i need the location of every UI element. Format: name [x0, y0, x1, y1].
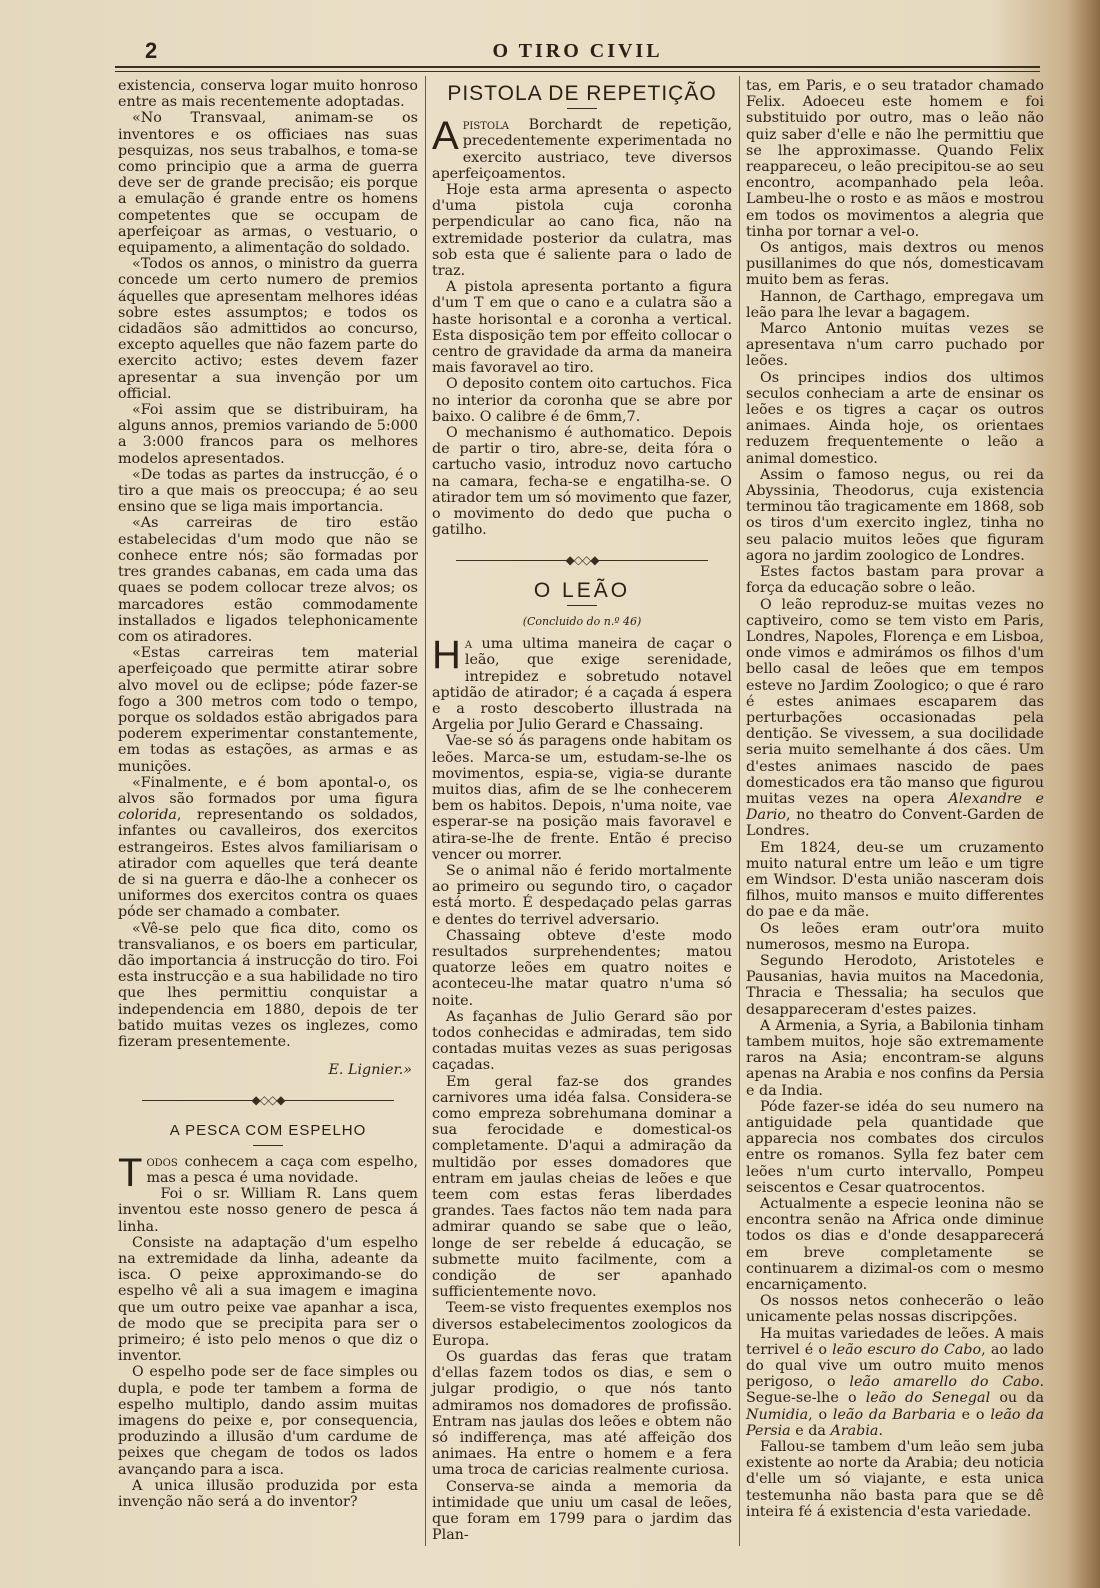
- continuation-note: (Concluido do n.º 46): [522, 614, 642, 628]
- paragraph: [118, 775, 418, 921]
- paragraph: Assim o famoso negus, ou rei da Abyssinia, Theodorus, cuja existencia terminou tão tragicamente em 1868, sob os tiros d'um exercito inglez, tinha no seu palacio muitos leões que figuram agora no jardim zoologico de Londres.: [746, 466, 1044, 564]
- paragraph: Actualmente a especie leonina não se encontra senão na Africa onde diminue todos os dias e d'onde desapparecerá em breve completamente se continuarem a dizimal-os com o mesmo encarniçamento.: [746, 1196, 1044, 1294]
- section-ornament: ◆◇◇◆: [118, 1092, 418, 1108]
- article-title: PISTOLA DE REPETIÇÃO: [447, 82, 717, 105]
- text-run: .: [878, 1422, 883, 1439]
- section-ornament: ◆◇◇◆: [432, 552, 732, 568]
- title-rule: [567, 108, 597, 109]
- paragraph: «Estas carreiras tem material aperfeiçoado que permitte atirar sobre alvo movel ou de eclipse; póde fazer-se fogo a 300 metros com todo o tempo, porque os soldados estão abrigados para poderem experimentar constantemente, em todas as estações, as armas e as munições.: [118, 645, 418, 775]
- article-title: A PESCA COM ESPELHO: [169, 1121, 367, 1139]
- italic-text: Numidia: [746, 1406, 809, 1423]
- paragraph: «As carreiras de tiro estão estabelecidas d'um modo que não se conhece entre nós; são formadas por tres grandes cabanas, em cada uma das quaes se podem collocar treze alvos; os marcadores estão commodamente installados e ligados telephonicamente com os atiradores.: [118, 515, 418, 645]
- paragraph: Consiste na adaptação d'um espelho na extremidade da linha, adeante da isca. O peixe approximando-se do espelho vê ali a sua imagem e imagina que um outro peixe vae apanhar a isca, de modo que se precipita para ser o primeiro; é isto pelo menos o que diz o inventor.: [118, 1234, 418, 1365]
- paragraph: Estes factos bastam para provar a força da educação sobre o leão.: [746, 564, 1044, 597]
- paragraph: Conserva-se ainda a memoria da intimidade que uniu um casal de leões, que foram em 1799 para o jardim das Plan-: [432, 1478, 732, 1544]
- text-run: , representando os soldados, infantes ou cavalleiros, dos exercitos estrangeiros. Estes alvos familiarisam o atirador com aquelles que terá deante de si na guerra e dão-lhe a conhecer os uniformes dos exercitos contra os quaes póde ser chamado a combater.: [118, 807, 418, 921]
- paragraph: Teem-se visto frequentes exemplos nos diversos estabelecimentos zoologicos da Europa.: [432, 1300, 732, 1349]
- paragraph: Chassaing obteve d'este modo resultados surprehendentes; matou quatorze leões em quatro noites e aconteceu-lhe matar quatro n'uma só noite.: [432, 927, 732, 1009]
- paragraph: «Todos os annos, o ministro da guerra concede um certo numero de premios áquelles que apresentam melhores idéas sobre estes assumptos; e todos os cidadãos são admittidos ao concurso, excepto aquelles que não fazem parte do exercito activo; estes devem fazer apresentar a sua invenção por um official.: [118, 256, 418, 402]
- header-rule-thin: [115, 71, 1040, 72]
- text-run: conhecem a caça com espelho, mas a pesca é uma novidade.: [146, 1153, 418, 1186]
- paragraph: A Armenia, a Syria, a Babilonia tinham tambem muitos, hoje são extremamente raros na Asia; encontram-se alguns apenas na Arabia e nos confins da Persia e da India.: [746, 1017, 1044, 1099]
- italic-text: leão da Persia: [746, 1406, 1044, 1439]
- drop-cap: A: [432, 114, 459, 159]
- paragraph: [746, 1326, 1044, 1439]
- italic-text: Arabia: [830, 1422, 879, 1439]
- paragraph: [432, 633, 732, 734]
- paragraph: tas, em Paris, e o seu tratador chamado Felix. Adoeceu este homem e foi substituido por outro, mas o leão não quiz saber d'elle e não lhe permittiu que se lhe approximasse. Quando Felix reappareceu, o leão precipitou-se ao seu encontro, acompanhado pela leôa. Lambeu-lhe o rosto e as mãos e mostrou em todos os movimentos a alegria que tinha por tornar a vel-o.: [746, 78, 1044, 240]
- paragraph: Segundo Herodoto, Aristoteles e Pausanias, havia muitos na Macedonia, Thracia e Thessalia; ha seculos que desappareceram d'estes paizes.: [746, 952, 1044, 1018]
- column-3: [746, 78, 1044, 1520]
- paragraph: Foi o sr. William R. Lans quem inventou este nosso genero de pesca á linha.: [118, 1186, 418, 1235]
- drop-cap: H: [432, 633, 461, 678]
- paragraph: Vae-se só ás paragens onde habitam os leões. Marca-se um, estudam-se-lhe os movimentos, espia-se, vigia-se durante muitos dias, afim de se lhe conhecerem bem os habitos. Depois, n'uma noite, vae esperar-se na posição mais favoravel e atira-se-lhe de frente. Então é preciso vencer ou morrer.: [432, 733, 732, 863]
- paragraph: O deposito contem oito cartuchos. Fica no interior da coronha que se abre por baixo. O calibre é de 6mm,7.: [432, 376, 732, 425]
- paragraph: Póde fazer-se idéa do seu numero na antiguidade pela quantidade que apparecia nos combates dos circulos entre os romanos. Sylla fez bater cem leões n'um curto intervallo, Pompeu seiscentos e Cesar quatrocentos.: [746, 1098, 1044, 1196]
- article-title: O LEÃO: [533, 578, 631, 602]
- lead-word: a: [464, 636, 473, 653]
- paragraph: Em 1824, deu-se um cruzamento muito natural entre um leão e um tigre em Windsor. D'esta união nasceram dois filhos, muito mansos e muito differentes do pae e da mãe.: [746, 839, 1044, 921]
- text-run: e o: [955, 1406, 991, 1423]
- paragraph: O espelho pode ser de face simples ou dupla, e pode ter tambem a forma de espelho multiplo, dando assim muitas imagens do peixe e, por consequencia, produzindo a illusão d'um cardume de peixes que chegam de todos os lados avançando para a isca.: [118, 1364, 418, 1478]
- text-run: . Segue-se-lhe o: [746, 1374, 1044, 1407]
- italic-text: colorida: [118, 807, 177, 824]
- paragraph: Fallou-se tambem d'um leão sem juba existente ao norte da Arabia; deu noticia d'elle um só viajante, e esta unica testemunha não basta para que se dê inteira fé á existencia d'esta variedade.: [746, 1439, 1044, 1520]
- paragraph: [432, 114, 732, 182]
- italic-text: leão da Barbaria: [832, 1406, 956, 1423]
- lead-word: odos: [146, 1153, 178, 1170]
- paragraph: [746, 597, 1044, 840]
- text-run: , o: [808, 1406, 833, 1423]
- paragraph: existencia, conserva logar muito honroso entre as mais recentemente adoptadas.: [118, 78, 418, 111]
- page-header: [115, 38, 1040, 64]
- column-divider: [425, 76, 426, 1546]
- paragraph: «De todas as partes da instrucção, é o tiro a que mais os preoccupa; é ao seu ensino que se liga mais importancia.: [118, 466, 418, 516]
- paragraph: Os antigos, mais dextros ou menos pusillanimes do que nós, domesticavam muito bem as feras.: [746, 240, 1044, 289]
- text-run: «Finalmente, e é bom apontal-o, os alvos são formados por uma figura: [118, 774, 418, 807]
- drop-cap: T: [118, 1150, 143, 1195]
- italic-text: leão do Senegal: [865, 1390, 991, 1407]
- paragraph: Os guardas das feras que tratam d'ellas fazem todos os dias, e sem o julgar prodigio, o que nós tanto admiramos nos domadores de profissão. Entram nas jaulas dos leões e obtem não só indifferença, mas até affeição dos animaes. Ha entre o homem e a fera uma troca de caricias realmente curiosa.: [432, 1349, 732, 1479]
- text-run: ou da: [990, 1390, 1044, 1407]
- column-2: [432, 78, 732, 1543]
- paragraph: «Vê-se pelo que fica dito, como os transvalianos, e os boers em particular, dão importancia á instrucção do tiro. Foi esta instrucção e a sua habilidade no tiro que lhes permittiu conquistar a independencia em 1880, depois de ter batido muitas vezes os inglezes, como fizeram presentemente.: [118, 920, 418, 1050]
- paragraph: A unica illusão produzida por esta invenção não será a do inventor?: [118, 1477, 418, 1511]
- paragraph: Os nossos netos conhecerão o leão unicamente pelas nossas discripções.: [746, 1293, 1044, 1326]
- paragraph: Se o animal não é ferido mortalmente ao primeiro ou segundo tiro, o caçador está morto. É despedaçado pelas garras e dentes do terrivel adversario.: [432, 862, 732, 928]
- title-rule: [567, 605, 597, 606]
- column-divider: [739, 76, 740, 1546]
- text-run: , no theatro do Convent-Garden de Londres.: [746, 807, 1044, 840]
- paragraph: O mechanismo é authomatico. Depois de partir o tiro, abre-se, deita fóra o cartucho vasio, introduz novo cartucho na camara, fecha-se e engatilha-se. O atirador tem um só movimento que fazer, o movimento do dedo que pucha o gatilho.: [432, 425, 732, 539]
- signature: E. Lignier.»: [328, 1062, 412, 1079]
- paragraph: Em geral faz-se dos grandes carnivores uma idéa falsa. Considera-se como empreza sobrehumana dominar a sua ferocidade e domestical-os completamente. D'aqui a admiração da multidão por esses domadores que entram em jaulas cheias de leões e que teem com estas feras liberdades grandes. Taes factos não tem nada para admirar quando se sabe que o leão, longe de ser rebelde á educação, se submette muito facilmente, com a condição de ser apanhado sufficientemente novo.: [432, 1073, 732, 1301]
- text-run: , ao lado do qual vive um outro muito menos perigoso, o: [746, 1341, 1044, 1391]
- paragraph: Marco Antonio muitas vezes se apresentava n'um carro puchado por leões.: [746, 321, 1044, 370]
- italic-text: leão escuro do Cabo: [832, 1341, 982, 1358]
- lead-word: pistola: [462, 117, 509, 134]
- header-rule: [115, 66, 1040, 68]
- paragraph: Os leões eram outr'ora muito numerosos, mesmo na Europa.: [746, 920, 1044, 953]
- paragraph: [118, 1150, 418, 1195]
- paragraph: «Foi assim que se distribuiram, ha alguns annos, premios variando de 5:000 a 3:000 francos para os melhores modelos apresentados.: [118, 402, 418, 467]
- paragraph: As façanhas de Julio Gerard são por todos conhecidas e admiradas, tem sido contadas muitas vezes as suas perigosas caçadas.: [432, 1008, 732, 1074]
- paragraph: A pistola apresenta portanto a figura d'um T em que o cano e a culatra são a haste horisontal e a coronha a vertical. Esta disposição tem por effeito collocar o centro de gravidade da arma da maneira mais favoravel ao tiro.: [432, 279, 732, 377]
- paragraph: Hannon, de Carthago, empregava um leão para lhe levar a bagagem.: [746, 288, 1044, 321]
- text-run: Ha muitas variedades de leões. A mais terrivel é o: [746, 1325, 1044, 1358]
- text-run: e da: [790, 1422, 831, 1439]
- title-rule: [253, 1145, 283, 1146]
- text-run: O leão reproduz-se muitas vezes no captiveiro, como se tem visto em Paris, Londres, Napoles, Florença e em Lisboa, onde vimos e admirámos os filhos d'um bello casal de leões que em tempos esteve no Jardim Zoologico; o que é raro é estes animaes escaparem das perturbações occasionadas pela dentição. Se vivessem, a sua docilidade seria muito semelhante á dos cães. Um d'estes animaes nascido de paes domesticados era tão manso que figurou muitas vezes na opera: [746, 596, 1044, 807]
- paragraph: Hoje esta arma apresenta o aspecto d'uma pistola cuja coronha perpendicular ao cano fica, não na extremidade posterior da culatra, mas sob esta que é saliente para o lado de traz.: [432, 182, 732, 280]
- journal-title: O TIRO CIVIL: [492, 40, 663, 62]
- paragraph: Os principes indios dos ultimos seculos conheciam a arte de ensinar os leões e os tigres a caçar os outros animaes. Ainda hoje, os orientaes reduzem frequentemente o leão a animal domestico.: [746, 369, 1044, 467]
- column-1: [118, 78, 418, 1510]
- italic-text: leão amarello do Cabo: [849, 1374, 1040, 1391]
- paragraph: «No Transvaal, animam-se os inventores e os officiaes nas suas pesquizas, nos seus trabalhos, e toma-se como principio que a arma de guerra deve ser de grande precisão; eis porque a emulação é grande entre os homens competentes que se occupam de aperfeiçoar as armas, o vestuario, o equipamento, a alimentação do soldado.: [118, 110, 418, 257]
- italic-text: Alexandre e Dario: [746, 790, 1044, 824]
- text-run: uma ultima maneira de caçar o leão, que exige serenidade, intrepidez e sobretudo notavel aptidão de atirador; é a caçada á espera e a rosto descoberto illustrada na Argelia por Julio Gerard e Chassaing.: [432, 636, 732, 734]
- text-run: Borchardt de repetição, precedentemente experimentada no exercito austriaco, teve diversos aperfeiçoamentos.: [432, 117, 732, 182]
- page-number: 2: [145, 38, 158, 63]
